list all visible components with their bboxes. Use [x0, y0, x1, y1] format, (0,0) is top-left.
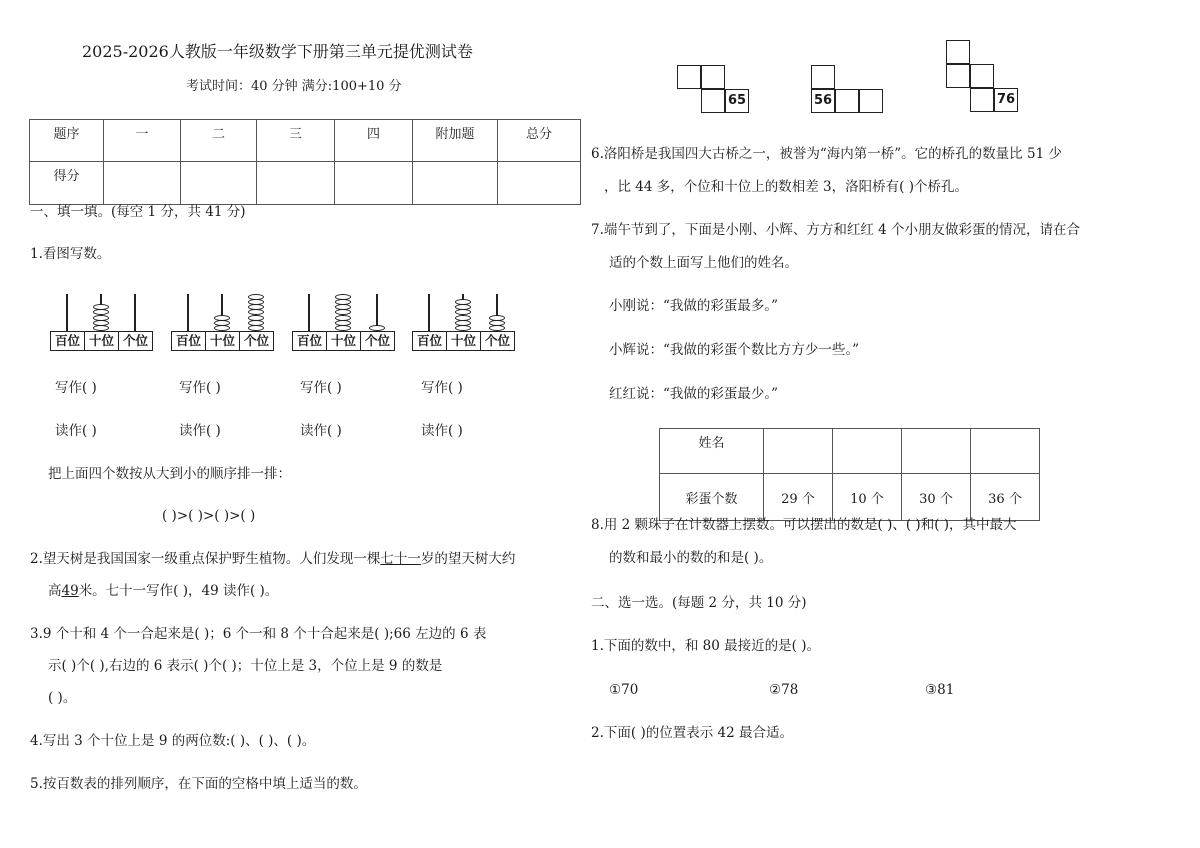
score-cell[interactable] [335, 162, 413, 205]
read-blank-3[interactable]: 读作( ) [300, 423, 342, 439]
abacus-place-label: 个位 [118, 332, 152, 350]
write-blank-2[interactable]: 写作( ) [179, 380, 221, 396]
abacus-rod [428, 294, 430, 331]
score-header: 总分 [498, 120, 581, 162]
q3-line-1: 3.9 个十和 4 个一合起来是( )；6 个一和 8 个十合起来是( );66 左边的 6 表 [30, 626, 487, 642]
grid-blank-cell[interactable] [970, 88, 994, 112]
sort-instruction: 把上面四个数按从大到小的顺序排一排： [48, 466, 291, 482]
abacus-bead [455, 315, 471, 321]
q6-line-1: 6.洛阳桥是我国四大古桥之一，被誉为“海内第一桥”。它的桥孔的数量比 51 少 [591, 146, 1062, 162]
exam-info: 考试时间：40 分钟 满分:100+10 分 [186, 79, 402, 94]
egg-name-cell[interactable] [971, 429, 1040, 474]
abacus-2 [171, 294, 281, 356]
abacus-bead [248, 294, 264, 300]
s2-q1-label: 1.下面的数中，和 80 最接近的是( )。 [591, 638, 820, 654]
abacus-bead [455, 299, 471, 305]
q7-quote-1: 小刚说：“我做的彩蛋最多。” [609, 298, 779, 314]
q2-text: 米。七十一写作( )，49 读作( )。 [78, 583, 279, 599]
abacus-place-labels [171, 331, 274, 351]
grid-number-cell: 56 [811, 89, 835, 113]
q7-quote-3: 红红说：“我做的彩蛋最少。” [609, 386, 779, 402]
q2-text: 岁的望天树大约 [420, 551, 516, 567]
section-2-heading: 二、选一选。(每题 2 分，共 10 分) [591, 595, 807, 611]
abacus-3 [292, 294, 402, 356]
abacus-place-labels [50, 331, 153, 351]
q3-line-3: ( )。 [48, 690, 77, 706]
abacus-bead [335, 299, 351, 305]
q7-line-2: 适的个数上面写上他们的姓名。 [609, 255, 798, 271]
read-blank-2[interactable]: 读作( ) [179, 423, 221, 439]
abacus-place-label: 十位 [446, 332, 480, 350]
egg-table [659, 428, 1040, 521]
grid-number-cell: 76 [994, 88, 1018, 112]
egg-name-label: 姓名 [660, 429, 764, 474]
abacus-bead [214, 315, 230, 321]
grid-blank-cell[interactable] [859, 89, 883, 113]
q4: 4.写出 3 个十位上是 9 的两位数:( )、( )、( )。 [30, 733, 316, 749]
abacus-place-label: 个位 [239, 332, 273, 350]
q2-text: 2.望天树是我国国家一级重点保护野生植物。人们发现一棵 [30, 551, 381, 567]
abacus-rod [66, 294, 68, 331]
section-1-heading: 一、填一填。(每空 1 分，共 41 分) [30, 204, 246, 220]
score-header: 附加题 [413, 120, 498, 162]
abacus-bead [248, 309, 264, 315]
abacus-bead [93, 315, 109, 321]
q2-text: 高 [48, 583, 62, 599]
score-header: 四 [335, 120, 413, 162]
s2-q1-option-2[interactable]: ②78 [769, 682, 799, 698]
grid-blank-cell[interactable] [970, 64, 994, 88]
abacus-bead [335, 309, 351, 315]
abacus-4 [412, 294, 522, 356]
s2-q1-option-3[interactable]: ③81 [925, 682, 955, 698]
abacus-bead [489, 315, 505, 321]
egg-count-cell: 10 个 [833, 474, 902, 521]
write-blank-1[interactable]: 写作( ) [55, 380, 97, 396]
abacus-place-labels [412, 331, 515, 351]
q2-line-2 [48, 585, 278, 599]
abacus-place-label: 百位 [416, 333, 442, 348]
abacus-place-label: 十位 [84, 332, 118, 350]
abacus-place-label: 百位 [54, 333, 80, 348]
grid-blank-cell[interactable] [946, 40, 970, 64]
abacus-bead [455, 320, 471, 326]
write-blank-4[interactable]: 写作( ) [421, 380, 463, 396]
abacus-place-label: 十位 [205, 332, 239, 350]
egg-name-cell[interactable] [902, 429, 971, 474]
q6-line-2: ，比 44 多，个位和十位上的数相差 3，洛阳桥有( )个桥孔。 [604, 179, 968, 195]
abacus-bead [335, 294, 351, 300]
abacus-place-label: 百位 [175, 333, 201, 348]
abacus-place-label: 个位 [360, 332, 394, 350]
abacus-bead [489, 320, 505, 326]
score-header: 一 [104, 120, 181, 162]
write-blank-3[interactable]: 写作( ) [300, 380, 342, 396]
q3-line-2: 示( )个( ),右边的 6 表示( )个( )；十位上是 3，个位上是 9 的数是 [48, 658, 443, 674]
q8-line-2: 的数和最小的数的和是( )。 [609, 550, 773, 566]
abacus-place-label: 个位 [480, 332, 514, 350]
egg-count-cell: 30 个 [902, 474, 971, 521]
grid-blank-cell[interactable] [677, 65, 701, 89]
read-blank-4[interactable]: 读作( ) [421, 423, 463, 439]
sort-blanks[interactable]: ( )>( )>( )>( ) [162, 508, 256, 524]
grid-blank-cell[interactable] [946, 64, 970, 88]
q7-quote-2: 小辉说：“我做的彩蛋个数比方方少一些。” [609, 342, 860, 358]
score-cell[interactable] [104, 162, 181, 205]
egg-count-label: 彩蛋个数 [660, 474, 764, 521]
abacus-bead [335, 315, 351, 321]
abacus-bead [248, 315, 264, 321]
q1-label: 1.看图写数。 [30, 246, 111, 262]
egg-name-cell[interactable] [764, 429, 833, 474]
abacus-bead [335, 320, 351, 326]
grid-blank-cell[interactable] [811, 65, 835, 89]
egg-name-cell[interactable] [833, 429, 902, 474]
abacus-place-label: 十位 [326, 332, 360, 350]
score-cell[interactable] [498, 162, 581, 205]
abacus-bead [455, 309, 471, 315]
q2-underlined-number: 49 [61, 583, 79, 599]
q7-line-1: 7.端午节到了，下面是小刚、小辉、方方和红红 4 个小朋友做彩蛋的情况，请在合 [591, 222, 1081, 238]
s2-q2: 2.下面( )的位置表示 42 最合适。 [591, 725, 793, 741]
abacus-rod [134, 294, 136, 331]
abacus-bead [93, 320, 109, 326]
score-header: 题序 [30, 120, 104, 162]
score-cell[interactable] [413, 162, 498, 205]
s2-q1-option-1[interactable]: ①70 [609, 682, 639, 698]
egg-count-cell: 36 个 [971, 474, 1040, 521]
page-title: 2025-2026人教版一年级数学下册第三单元提优测试卷 [82, 42, 473, 61]
score-table [29, 119, 581, 205]
abacus-bead [214, 320, 230, 326]
grid-blank-cell[interactable] [701, 89, 725, 113]
abacus-rod [187, 294, 189, 331]
abacus-rod [308, 294, 310, 331]
abacus-1 [50, 294, 160, 356]
q8-line-1: 8.用 2 颗珠子在计数器上摆数。可以摆出的数是( )、( )和( )，其中最大 [591, 517, 1017, 533]
grid-blank-cell[interactable] [701, 65, 725, 89]
abacus-bead [248, 320, 264, 326]
q2-underlined-number: 七十一 [380, 551, 421, 567]
read-blank-1[interactable]: 读作( ) [55, 423, 97, 439]
abacus-place-labels [292, 331, 395, 351]
q2-line-1 [30, 553, 515, 567]
score-row-label: 得分 [30, 162, 104, 205]
score-cell[interactable] [181, 162, 257, 205]
grid-blank-cell[interactable] [835, 89, 859, 113]
q5: 5.按百数表的排列顺序，在下面的空格中填上适当的数。 [30, 776, 367, 792]
abacus-bead [248, 299, 264, 305]
score-cell[interactable] [257, 162, 335, 205]
abacus-bead [93, 309, 109, 315]
grid-number-cell: 65 [725, 89, 749, 113]
egg-count-cell: 29 个 [764, 474, 833, 521]
score-header: 二 [181, 120, 257, 162]
score-header: 三 [257, 120, 335, 162]
abacus-place-label: 百位 [296, 333, 322, 348]
